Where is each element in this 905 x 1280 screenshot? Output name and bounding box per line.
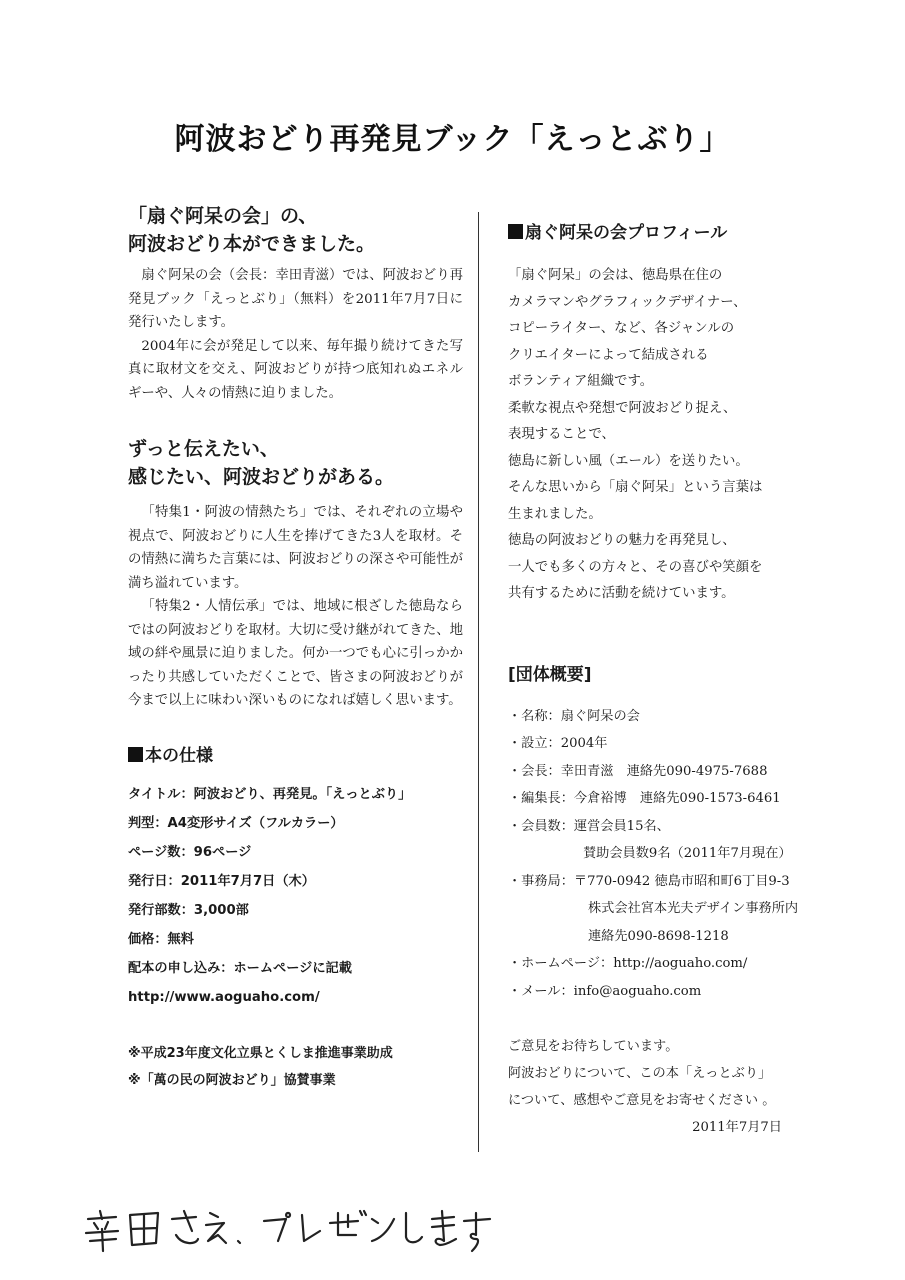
profile-line: クリエイターによって結成される xyxy=(508,347,709,363)
note-line: ※「萬の民の阿波おどり」協賛事業 xyxy=(128,1072,336,1088)
intro-heading-line: 「扇ぐ阿呆の会」の、 xyxy=(128,205,318,227)
summary-heading: [団体概要] xyxy=(508,664,592,685)
summary-office-cont: 株式会社宮本光夫デザイン事務所内 xyxy=(588,901,799,916)
right-column xyxy=(508,218,808,1141)
spec-item: 発行日：2011年7月7日（木） xyxy=(128,873,315,889)
page-title: 阿波おどり再発見ブック「えっとぶり」 xyxy=(174,122,731,157)
closing xyxy=(508,1033,808,1141)
spec-list xyxy=(128,780,463,1012)
spec-item: 配本の申し込み：ホームページに記載 xyxy=(128,960,352,976)
summary-mail: ・メール：info@aoguaho.com xyxy=(508,983,702,999)
spec-heading-text: 本の仕様 xyxy=(145,745,213,766)
message-heading xyxy=(128,435,463,491)
intro-body xyxy=(128,264,463,405)
square-bullet-icon xyxy=(508,224,523,239)
closing-line: ご意見をお待ちしています。 xyxy=(508,1039,679,1054)
intro-paragraph: 扇ぐ阿呆の会（会長：幸田青滋）では、阿波おどり再発見ブック「えっとぶり」（無料）を2011年7月7日に発行いたします。 xyxy=(128,268,463,330)
message-paragraph: 「特集2・人情伝承」では、地域に根ざした徳島ならではの阿波おどりを取材。大切に受け継がれてきた、地域の絆や風景に迫りました。何か一つでも心に引っかかったり共感していただくことで、皆さまの阿波おどりが今まで以上に味わい深いものになれば嬉しく思います。 xyxy=(128,599,463,708)
profile-line: 柔軟な視点や発想で阿波おどり捉え、 xyxy=(508,400,737,416)
summary-name: ・名称：扇ぐ阿呆の会 xyxy=(508,708,640,724)
summary-list xyxy=(508,703,808,1006)
profile-body xyxy=(508,263,808,608)
profile-line: 共有するために活動を続けています。 xyxy=(508,586,735,601)
spec-url: http://www.aoguaho.com/ xyxy=(128,989,320,1005)
profile-line: 表現することで、 xyxy=(508,427,615,442)
profile-line: ボランティア組織です。 xyxy=(508,374,654,389)
spec-item: 判型：A4変形サイズ（フルカラー） xyxy=(128,815,344,831)
closing-line: 阿波おどりについて、この本「えっとぶり」 xyxy=(508,1066,772,1081)
summary-office-phone: 連絡先090-8698-1218 xyxy=(588,928,729,944)
summary-members-cont: 賛助会員数9名（2011年7月現在） xyxy=(583,846,792,861)
intro-heading-line: 阿波おどり本ができました。 xyxy=(128,233,376,255)
intro-heading xyxy=(128,202,463,258)
spec-item: タイトル：阿波おどり、再発見。「えっとぶり」 xyxy=(128,786,412,802)
spec-item: ページ数：96ページ xyxy=(128,844,252,860)
summary-members: ・会員数：運営会員15名、 xyxy=(508,818,670,834)
summary-founded: ・設立：2004年 xyxy=(508,736,608,751)
spec-item: 発行部数：3,000部 xyxy=(128,902,249,918)
column-divider xyxy=(478,212,479,1152)
closing-line: について、感想やご意見をお寄せください 。 xyxy=(508,1093,776,1108)
message-heading-line: ずっと伝えたい、 xyxy=(128,438,279,460)
profile-heading-text: 扇ぐ阿呆の会プロフィール xyxy=(525,223,728,243)
profile-heading xyxy=(508,218,808,243)
handwritten-note-drawing xyxy=(72,1205,492,1255)
message-heading-line: 感じたい、阿波おどりがある。 xyxy=(128,466,395,488)
summary-editor: ・編集長：今倉裕博 連絡先090-1573-6461 xyxy=(508,791,781,806)
profile-line: 一人でも多くの方々と、その喜びや笑顔を xyxy=(508,559,763,575)
profile-line: 徳島に新しい風（エール）を送りたい。 xyxy=(508,453,749,469)
spec-heading xyxy=(128,741,463,766)
summary-chair: ・会長：幸田青滋 連絡先090-4975-7688 xyxy=(508,763,768,779)
summary-homepage: ・ホームページ：http://aoguaho.com/ xyxy=(508,956,748,971)
spec-section xyxy=(128,741,463,1012)
handwritten-note xyxy=(72,1205,492,1260)
message-body xyxy=(128,501,463,713)
profile-line: コピーライター、など、各ジャンルの xyxy=(508,321,735,336)
intro-paragraph: 2004年に会が発足して以来、毎年撮り続けてきた写真に取材文を交え、阿波おどりが持つ底知れぬエネルギーや、人々の情熱に迫りました。 xyxy=(128,338,463,401)
profile-line: そんな思いから「扇ぐ阿呆」という言葉は xyxy=(508,480,763,495)
closing-date: 2011年7月7日 xyxy=(692,1120,782,1135)
profile-line: 「扇ぐ阿呆」の会は、徳島県在住の xyxy=(508,268,723,283)
profile-line: 徳島の阿波おどりの魅力を再発見し、 xyxy=(508,533,736,548)
square-bullet-icon xyxy=(128,747,143,762)
message-paragraph: 「特集1・阿波の情熱たち」では、それぞれの立場や視点で、阿波おどりに人生を捧げてきた3人を取材。その情熱に満ちた言葉には、阿波おどりの深さや可能性が満ち溢れています。 xyxy=(128,505,463,591)
summary-office: ・事務局：〒770-0942 徳島市昭和町6丁目9-3 xyxy=(508,873,790,889)
left-column xyxy=(128,200,463,1094)
notes xyxy=(128,1040,463,1094)
note-line: ※平成23年度文化立県とくしま推進事業助成 xyxy=(128,1045,393,1061)
spec-item: 価格：無料 xyxy=(128,931,194,947)
profile-line: 生まれました。 xyxy=(508,506,602,522)
profile-line: カメラマンやグラフィックデザイナー、 xyxy=(508,294,747,310)
